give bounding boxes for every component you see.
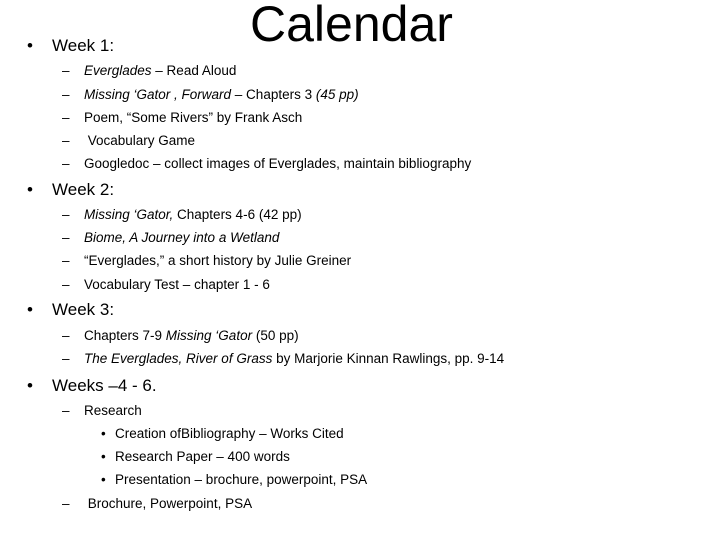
dash-icon: – [62,496,70,511]
week-1-item-2 [62,86,359,104]
item-text: (50 pp) [252,328,299,343]
item-italic: Missing ‘Gator [165,328,253,343]
week-2-item-3 [62,252,351,270]
weeks-4-6-heading [27,376,157,396]
week-1-label: Week 1: [52,36,115,55]
weeks-4-6-item-research [62,402,142,420]
dash-icon: – [62,156,70,171]
bullet-icon: • [101,426,106,441]
dash-icon: – [62,351,70,366]
sub-item-presentation [101,471,367,489]
item-text: Vocabulary Test – chapter 1 - 6 [84,277,270,292]
sub-item-bibliography [101,425,344,443]
bullet-icon: • [101,449,106,464]
item-text: Chapters 7-9 [84,328,166,343]
week-3-heading [27,300,114,320]
week-1-item-4 [62,132,195,150]
item-italic: The Everglades, River of Grass [84,351,273,366]
dash-icon: – [62,63,70,78]
bullet-icon: • [101,472,106,487]
bullet-icon: • [27,300,33,319]
item-italic: Missing ‘Gator , Forward [84,87,232,102]
week-3-label: Week 3: [52,300,115,319]
sub-item-research-paper [101,448,290,466]
dash-icon: – [62,110,70,125]
slide-title: Calendar [250,0,453,52]
week-1-item-1 [62,62,236,80]
bullet-icon: • [27,376,33,395]
week-3-item-1 [62,327,299,345]
item-italic: Missing ‘Gator, [84,207,174,222]
dash-icon: – [62,87,70,102]
sub-item-text: Research Paper – 400 words [115,449,290,464]
dash-icon: – [62,277,70,292]
week-3-item-2 [62,350,504,368]
item-italic: Everglades [84,63,152,78]
week-2-heading [27,180,114,200]
item-text: Poem, “Some Rivers” by Frank Asch [84,110,303,125]
item-text: by Marjorie Kinnan Rawlings, pp. 9-14 [272,351,505,366]
dash-icon: – [62,230,70,245]
week-2-item-1 [62,206,302,224]
week-2-item-2 [62,229,279,247]
week-1-item-5 [62,155,471,173]
dash-icon: – [62,207,70,222]
dash-icon: – [62,133,70,148]
item-text: Googledoc – collect images of Everglades, maintain bibliography [84,156,472,171]
weeks-4-6-label: Weeks –4 - 6. [52,376,157,395]
bullet-icon: • [27,36,33,55]
dash-icon: – [62,253,70,268]
item-text: Vocabulary Game [84,133,196,148]
weeks-4-6-item-brochure [62,495,252,513]
item-text: “Everglades,” a short history by Julie Greiner [84,253,352,268]
item-italic: Biome, A Journey into a Wetland [84,230,280,245]
week-1-item-3 [62,109,302,127]
dash-icon: – [62,403,70,418]
dash-icon: – [62,328,70,343]
bullet-icon: • [27,180,33,199]
week-2-item-4 [62,276,270,294]
item-text: – Read Aloud [151,63,237,78]
sub-item-text: Presentation – brochure, powerpoint, PSA [115,472,368,487]
item-text: Brochure, Powerpoint, PSA [84,496,253,511]
item-text: Research [84,403,142,418]
week-1-heading [27,36,114,56]
item-text: Chapters 4-6 (42 pp) [173,207,302,222]
item-text: – Chapters 3 [231,87,316,102]
sub-item-text: Creation ofBibliography – Works Cited [115,426,344,441]
week-2-label: Week 2: [52,180,115,199]
item-italic: (45 pp) [315,87,359,102]
